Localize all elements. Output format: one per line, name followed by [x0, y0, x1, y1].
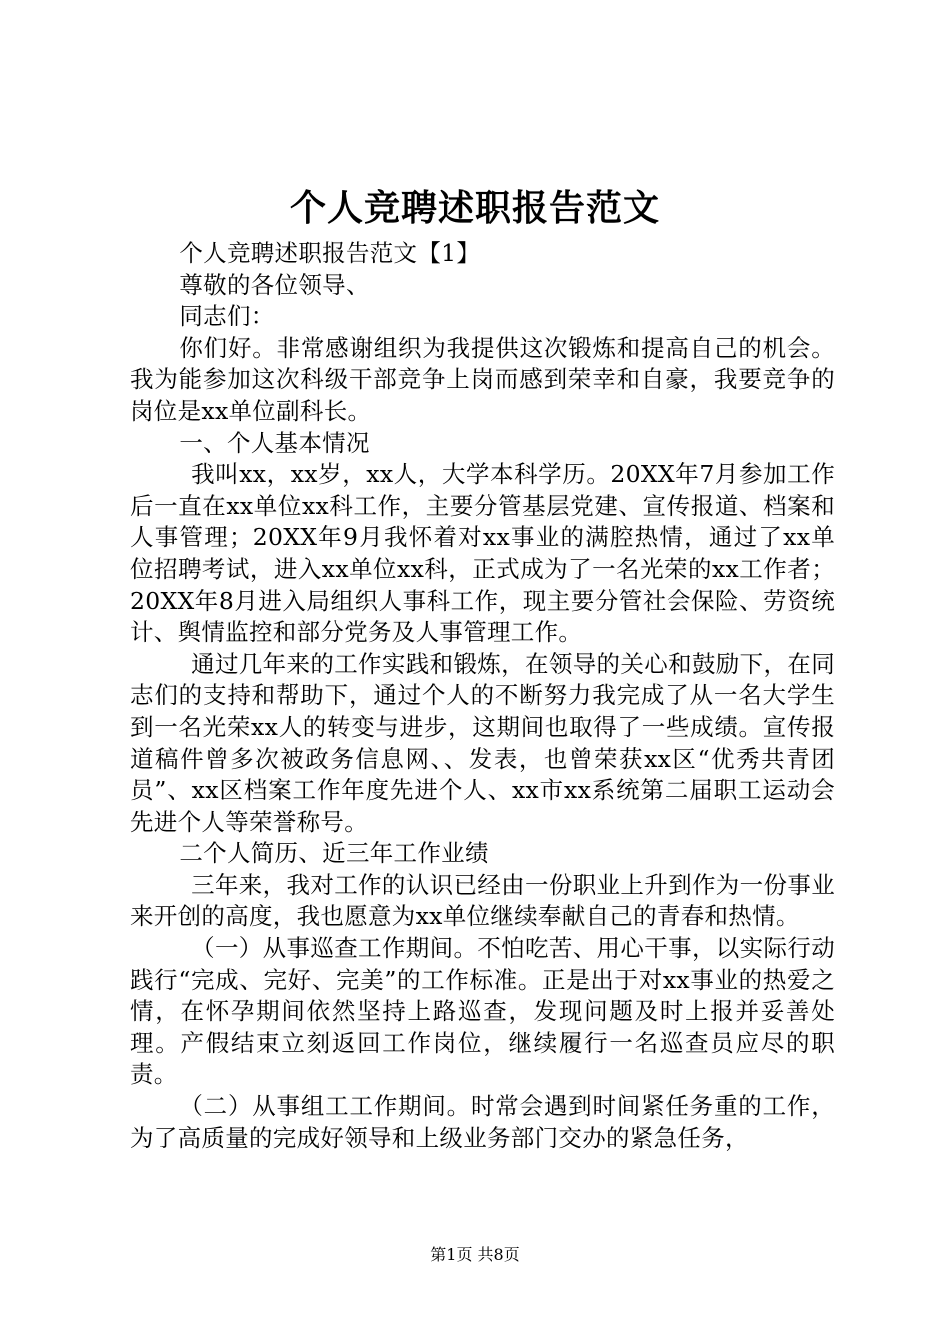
salutation-line: 尊敬的各位领导、: [179, 270, 370, 299]
body-paragraph: 你们好。非常感谢组织为我提供这次锻炼和提高自己的机会。我为能参加这次科级干部竞争上岗而感到荣幸和自豪，我要竞争的岗位是xx单位副科长。: [130, 333, 835, 425]
section-heading: 一、个人基本情况: [179, 428, 370, 457]
body-paragraph: （二）从事组工工作期间。时常会遇到时间紧任务重的工作，为了高质量的完成好领导和上级业务部门交办的紧急任务，: [130, 1092, 835, 1152]
document-title: 个人竞聘述职报告范文: [289, 187, 660, 229]
section-heading: 二个人简历、近三年工作业绩: [179, 839, 489, 868]
body-paragraph: 三年来，我对工作的认识已经由一份职业上升到作为一份事业来开创的高度，我也愿意为xx单位继续奉献自己的青春和热情。: [130, 870, 835, 931]
salutation-line: 同志们：: [179, 302, 275, 331]
document-body: [130, 238, 835, 1154]
page-footer: 第1页 共8页: [430, 1245, 520, 1264]
body-paragraph: （一）从事巡查工作期间。不怕吃苦、用心干事，以实际行动践行“完成、完好、完美”的工作标准。正是出于对xx事业的热爱之情，在怀孕期间依然坚持上路巡查，发现问题及时上报并妥善处理。产假结束立刻返回工作岗位，继续履行一名巡查员应尽的职责。: [130, 934, 835, 1089]
body-paragraph: 我叫xx，xx岁，xx人，大学本科学历。20XX年7月参加工作后一直在xx单位xx科工作，主要分管基层党建、宣传报道、档案和人事管理；20XX年9月我怀着对xx事业的满腔热情，通过了xx单位招聘考试，进入xx单位xx科，正式成为了一名光荣的xx工作者；20XX年8月进入局组织人事科工作，现主要分管社会保险、劳资统计、舆情监控和部分党务及人事管理工作。: [130, 460, 835, 647]
body-paragraph: 通过几年来的工作实践和锻炼，在领导的关心和鼓励下，在同志们的支持和帮助下，通过个人的不断努力我完成了从一名大学生到一名光荣xx人的转变与进步，这期间也取得了一些成绩。宣传报道稿件曾多次被政务信息网、、发表，也曾荣获xx区“优秀共青团员”、xx区档案工作年度先进个人、xx市xx系统第二届职工运动会先进个人等荣誉称号。: [130, 649, 835, 836]
section-heading: 个人竞聘述职报告范文【1】: [179, 239, 481, 267]
